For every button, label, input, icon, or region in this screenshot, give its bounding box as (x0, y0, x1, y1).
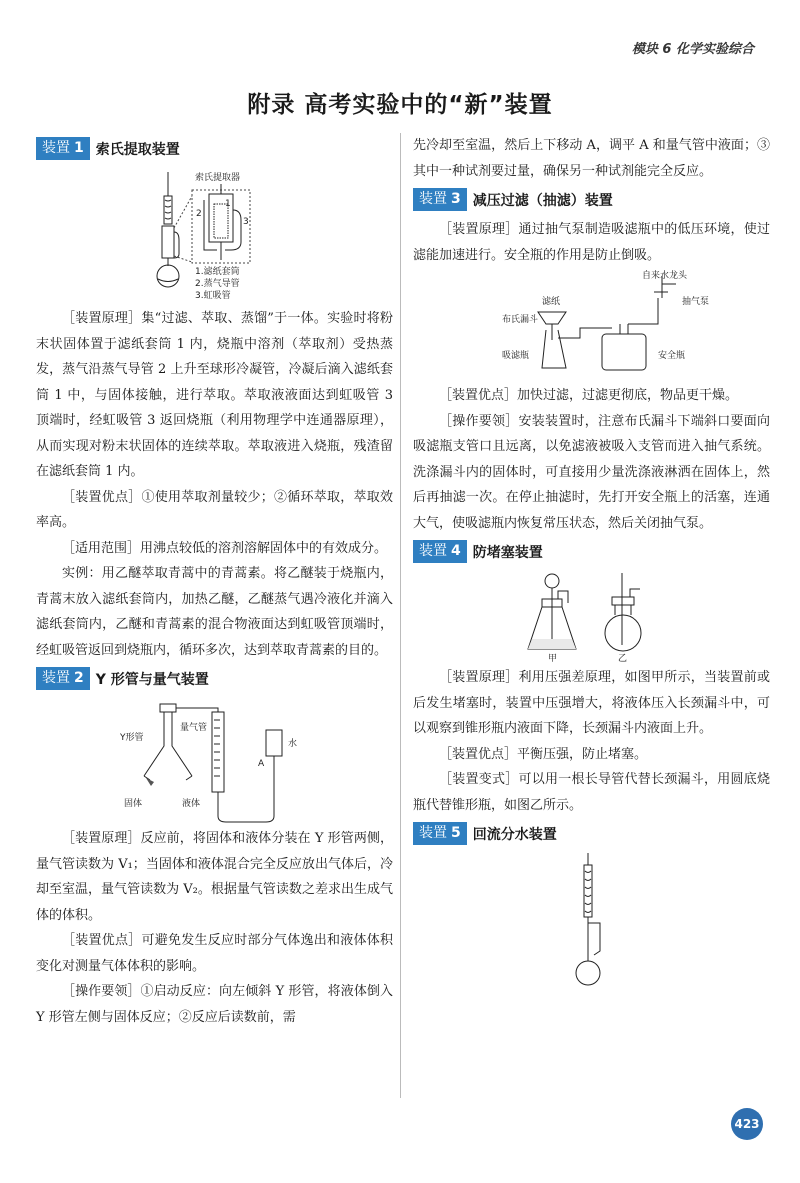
left-column (36, 133, 393, 1030)
paragraph: ［装置原理］集“过滤、萃取、蒸馏”于一体。实验时将粉末状固体置于滤纸套筒 1 内，烧瓶中溶剂（萃取剂）受热蒸发，蒸气沿蒸气导管 2 上升至球形冷凝管，冷凝后滴入滤纸套筒 1 中，与固体接触，进行萃取。萃取液液面达到虹吸管 3 顶端时，经虹吸管 3 返回烧瓶（利用物理学中连通器原理），从而实现对粉末状固体的连续萃取。萃取液进入烧瓶，残渣留在滤纸套筒 1 内。 (36, 311, 393, 479)
figure-num-label: 1 (224, 199, 231, 209)
page-number-badge: 423 (731, 1108, 763, 1140)
figure-label: Y形管 (119, 733, 143, 743)
figure-legend: 3.虹吸管 (194, 291, 231, 301)
figure-title: 索氏提取器 (194, 173, 240, 183)
y-tube-gas-measuring-figure (110, 696, 320, 826)
section-title: 减压过滤（抽滤）装置 (472, 192, 613, 209)
section-2-heading (36, 667, 393, 690)
paragraph: ［装置变式］可以用一根长导管代替长颈漏斗，用圆底烧瓶代替锥形瓶，如图乙所示。 (413, 772, 770, 813)
paragraph: ［装置优点］加快过滤，过滤更彻底，物品更干燥。 (439, 388, 739, 403)
section-3-heading (413, 188, 770, 211)
section-tag: 装置 4 (413, 540, 467, 563)
section-title: 索氏提取装置 (95, 141, 180, 158)
figure-label: 乙 (617, 654, 627, 664)
figure-label: 水 (287, 739, 297, 749)
section-tag: 装置 2 (36, 667, 90, 690)
paragraph: ［操作要领］安装装置时，注意布氏漏斗下端斜口要面向吸滤瓶支管口且远离，以免滤液被吸入支管而进入抽气系统。洗涤漏斗内的固体时，可直接用少量洗涤液淋洒在固体上，然后再抽滤一次。在停止抽滤时，先打开安全瓶上的活塞，连通大气，使吸滤瓶内恢复常压状态，然后关闭抽气泵。 (413, 413, 770, 531)
figure-label: 液体 (181, 799, 200, 809)
reflux-water-separator-figure (552, 851, 632, 991)
paragraph: ［操作要领］①启动反应：向左倾斜 Y 形管，将液体倒入 Y 形管左侧与固体反应；②反应后读数前，需 (36, 984, 393, 1025)
paragraph-continued: 先冷却至室温，然后上下移动 A，调平 A 和量气管中液面；③其中一种试剂要过量，确保另一种试剂能完全反应。 (413, 138, 770, 179)
figure-label: 抽气泵 (681, 297, 709, 307)
figure-label: 安全瓶 (657, 351, 685, 361)
section-5-heading (413, 822, 770, 845)
paragraph: ［装置优点］平衡压强，防止堵塞。 (439, 746, 648, 762)
figure-num-label: 3 (242, 217, 249, 227)
page-title: 附录 高考实验中的“新”装置 (247, 92, 553, 118)
section-4-heading (413, 540, 770, 563)
section-title: 防堵塞装置 (472, 544, 543, 561)
section-1-heading (36, 137, 393, 160)
figure-label: 甲 (547, 654, 557, 664)
figure-num-label: 2 (195, 209, 202, 219)
anti-clog-figure (512, 569, 672, 665)
figure-label: A (257, 759, 264, 769)
running-header: 模块 6 化学实验综合 (631, 42, 754, 57)
section-title: 回流分水装置 (472, 826, 557, 843)
vacuum-filtration-figure (462, 268, 722, 383)
paragraph: ［装置优点］可避免发生反应时部分气体逸出和液体体积变化对测量气体体积的影响。 (36, 933, 393, 974)
figure-legend: 1.滤纸套筒 (194, 267, 240, 277)
paragraph: 实例：用乙醚萃取青蒿中的青蒿素。将乙醚装于烧瓶内，青蒿末放入滤纸套筒内，加热乙醚，乙醚蒸气遇冷液化并滴入滤纸套筒内，乙醚和青蒿素的混合物液面达到虹吸管顶端时，经虹吸管返回到烧瓶内，循环多次，达到萃取青蒿素的目的。 (36, 566, 393, 658)
section-title: Y 形管与量气装置 (95, 671, 209, 688)
figure-label: 滤纸 (541, 297, 560, 307)
right-column (413, 133, 770, 991)
paragraph: ［装置原理］利用压强差原理，如图甲所示，当装置前或后发生堵塞时，装置中压强增大，将液体压入长颈漏斗中，可以观察到锥形瓶内液面下降，长颈漏斗内液面上升。 (413, 670, 770, 736)
soxhlet-extractor-figure (155, 166, 275, 306)
paragraph: ［装置原理］反应前，将固体和液体分装在 Y 形管两侧，量气管读数为 V₁；当固体和液体混合完全反应放出气体后，冷却至室温，量气管读数为 V₂。根据量气管读数之差求出生成气体的体积。 (36, 831, 393, 923)
section-tag: 装置 5 (413, 822, 467, 845)
paragraph: ［装置原理］通过抽气泵制造吸滤瓶中的低压环境，使过滤能加速进行。安全瓶的作用是防止倒吸。 (413, 222, 770, 263)
paragraph: ［装置优点］①使用萃取剂量较少；②循环萃取，萃取效率高。 (36, 489, 393, 530)
figure-label: 吸滤瓶 (501, 351, 529, 361)
section-tag: 装置 3 (413, 188, 467, 211)
figure-label: 自来水龙头 (641, 271, 687, 281)
figure-legend: 2.蒸气导管 (194, 279, 240, 289)
figure-label: 量气管 (179, 723, 207, 733)
figure-label: 固体 (123, 799, 142, 809)
section-tag: 装置 1 (36, 137, 90, 160)
paragraph: ［适用范围］用沸点较低的溶剂溶解固体中的有效成分。 (62, 540, 388, 556)
column-divider (400, 133, 401, 1098)
figure-label: 布氏漏斗 (501, 315, 538, 325)
